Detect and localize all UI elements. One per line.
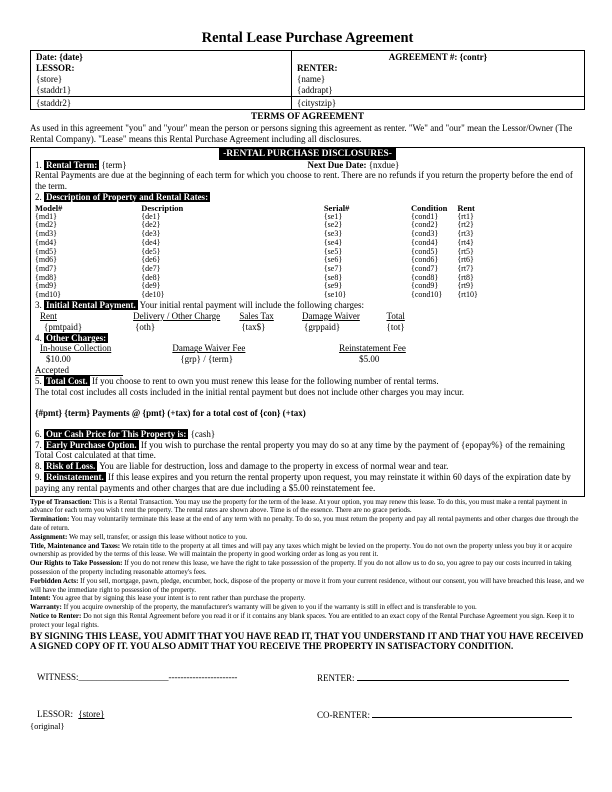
rental-term-line — [35, 160, 580, 171]
col-condition: Condition — [411, 202, 448, 213]
lessor-address1: {staddr1} — [36, 85, 72, 95]
cash-price-value: {cash} — [190, 428, 216, 439]
damage-waiver-value: {grppaid} — [304, 321, 341, 332]
table-row: {md7} {de7} {se7} {cond7} {rt7} — [35, 264, 474, 273]
risk-of-loss-body: You are liable for destruction, loss and damage to the property in excess of normal wear and tear. — [99, 461, 449, 472]
fine-print-paragraph: Warranty: If you acquire ownership of the property, the manufacturer's warranty will be given to you if the warranty is still in effect and is transferable to you. — [30, 603, 477, 612]
cash-price-label: Our Cash Price for This Property is: — [46, 428, 187, 439]
lessor-store: {store} — [36, 74, 63, 84]
agreement-label: AGREEMENT #: — [388, 52, 458, 62]
col-total: Total — [386, 310, 405, 321]
early-purchase-line — [35, 440, 580, 462]
damage-waiver-fee-value: {grp} / {term} — [180, 354, 234, 365]
col-delivery: Delivery / Other Charge — [133, 310, 221, 321]
fine-print-paragraph: Termination: You may voluntarily terminate this lease at the end of any term with no penalty. To do so, you must return the property and pay all rental payments and other charges due through the date of return. — [30, 515, 579, 532]
inhouse-collection-value: $10.00 — [46, 354, 71, 365]
renter-signature-line[interactable] — [357, 672, 569, 681]
fine-print-paragraph: Notice to Renter: Do not sign this Rental Agreement before you read it or if it contains any blank spaces. You are entitled to an exact copy of the Rental Purchase Agreement you sign. Keep it to protect your legal rights. — [30, 611, 575, 629]
charges-header-row — [35, 311, 580, 322]
reinstatement-line — [35, 472, 580, 494]
disclosures-banner: -RENTAL PURCHASE DISCLOSURES- — [219, 148, 396, 160]
item2-number: 2. — [35, 191, 42, 202]
item1-number: 1. — [35, 159, 42, 170]
next-due-date-value: {nxdue} — [368, 159, 400, 170]
col-damage-waiver-fee: Damage Waiver Fee — [172, 343, 246, 354]
property-description-label: Description of Property and Rental Rates: — [46, 191, 209, 202]
disclosures-box — [30, 147, 585, 497]
item5-number: 5. — [35, 376, 42, 387]
property-table — [35, 203, 580, 300]
table-row: {md8} {de8} {se8} {cond8} {rt8} — [35, 272, 474, 282]
total-cost-body2: The total cost includes all costs included in the initial rental payment but does not include other charges you may incur. — [35, 387, 464, 398]
table-row: {md2} {de2} {se2} {cond2} {rt2} — [35, 220, 474, 230]
col-reinstatement-fee: Reinstatement Fee — [339, 343, 406, 354]
by-signing-statement: BY SIGNING THIS LEASE, YOU ADMIT THAT YOU HAVE READ IT, THAT YOU UNDERSTAND IT AND THAT YOU HAVE RECEIVED A SIGNED COPY OF IT. YOU ALSO ADMIT THAT YOU RECEIVE THE PROPERTY IN SATISFACTORY CONDITION. — [30, 630, 584, 652]
terms-of-agreement-heading: TERMS OF AGREEMENT — [250, 112, 365, 122]
intro-paragraph: As used in this agreement "you" and "your" mean the person or persons signing this agreement as renter. "We" and "our" mean the Lessor/Owner (The Rental Company). "Lease" means this Rental Purchase Agreement including all disclosures. — [30, 123, 573, 144]
col-rent-charge: Rent — [40, 310, 57, 321]
col-sales-tax: Sales Tax — [239, 310, 274, 321]
rental-term-value: {term} — [101, 159, 127, 170]
col-serial: Serial# — [323, 202, 350, 213]
agreement-number-line — [297, 52, 579, 63]
total-cost-label: Total Cost. — [46, 376, 88, 387]
col-inhouse-collection: In-house Collection — [40, 343, 112, 354]
lessor-cell — [31, 51, 292, 96]
page-title: Rental Lease Purchase Agreement — [201, 30, 414, 46]
renter-label: RENTER: — [297, 63, 338, 73]
payments-summary-line: {#pmt} {term} Payments @ {pmt} (+tax) for a total cost of {con} (+tax) — [35, 408, 306, 418]
rent-value: {pmtpaid} — [44, 321, 83, 332]
other-charges-values-row — [35, 354, 580, 365]
renter-address: {addrapt} — [297, 85, 333, 95]
other-charges-heading — [35, 333, 580, 344]
corenter-signature-line[interactable] — [372, 709, 572, 718]
item4-number: 4. — [35, 332, 42, 343]
renter-name: {name} — [297, 74, 326, 84]
initial-payment-label: Initial Rental Payment. — [46, 299, 136, 310]
signature-section — [30, 672, 585, 731]
sales-tax-value: {tax$} — [241, 321, 266, 332]
table-row: {md10} {de10} {se10} {cond10} {rt10} — [35, 290, 478, 300]
total-cost-body: If you choose to rent to own you must renew this lease for the following number of rental terms. — [91, 376, 439, 387]
date-line — [36, 52, 286, 63]
rental-term-body: Rental Payments are due at the beginning of each term for which you choose to rent. There are no refunds if you return the property before the end of the term. — [35, 170, 573, 192]
table-row: {md6} {de6} {se6} {cond6} {rt6} — [35, 255, 474, 265]
table-row: {md9} {de9} {se9} {cond9} {rt9} — [35, 281, 474, 291]
property-table-header — [35, 203, 580, 213]
reinstatement-fee-value: $5.00 — [359, 354, 380, 365]
next-due-date — [308, 160, 400, 171]
fine-print-paragraph: Assignment: We may sell, transfer, or assign this lease without notice to you. — [30, 532, 248, 541]
initial-payment-heading — [35, 300, 580, 311]
item3-number: 3. — [35, 299, 42, 310]
fine-print-paragraph: Type of Transaction: This is a Rental Transaction. You may use the property for the term of the lease. At your option, you may renew this lease. To do this, you must make a rental payment in advance for each term you wish t rent the property. The rental rates are shown above. Time is of the essence. There are no grace periods. — [30, 497, 568, 515]
item6-number: 6. — [35, 428, 42, 439]
fine-print-paragraph: Title, Maintenance and Taxes: We retain title to the property at all times and will pay any taxes which might be levied on the property. You do not own the property unless you buy it or acquire ownership as provided by the terms of this lease. We will maintain the property in good working order as long as you rent it. — [30, 541, 573, 559]
corenter-signature-label: CO-RENTER: — [317, 709, 370, 720]
delivery-value: {oth} — [135, 321, 156, 332]
agreement-value: {contr} — [459, 52, 488, 62]
item7-number: 7. — [35, 439, 42, 450]
risk-of-loss-line — [35, 461, 580, 472]
total-value: {tot} — [386, 321, 405, 332]
signature-row-1 — [30, 672, 585, 683]
fine-print-paragraph: Intent: You agree that by signing this lease your intent is to rent rather than purchase the property. — [30, 594, 306, 603]
item9-number: 9. — [35, 471, 42, 482]
col-model: Model# — [35, 202, 63, 213]
next-due-date-label: Next Due Date: — [307, 159, 367, 170]
lessor-signature-value: {store} — [78, 708, 105, 719]
witness-label: WITNESS: — [37, 671, 79, 682]
col-description: Description — [141, 202, 184, 213]
table-row: {md5} {de5} {se5} {cond5} {rt5} — [35, 246, 474, 256]
accepted-line — [35, 365, 580, 376]
table-row: {md3} {de3} {se3} {cond3} {rt3} — [35, 229, 474, 239]
other-charges-header-row — [35, 343, 580, 354]
table-row: {md4} {de4} {se4} {cond4} {rt4} — [35, 237, 474, 247]
item8-number: 8. — [35, 461, 42, 472]
cash-price-line — [35, 429, 580, 440]
risk-of-loss-label: Risk of Loss. — [46, 461, 96, 472]
fine-print-section — [30, 498, 585, 630]
reinstatement-label: Reinstatement. — [46, 471, 104, 482]
parties-table — [30, 50, 585, 110]
accepted-blank[interactable]: Accepted — [35, 365, 123, 376]
date-label: Date: — [36, 52, 57, 62]
initial-payment-body: Your initial rental payment will include the following charges: — [139, 299, 365, 310]
early-purchase-body: If you wish to purchase the rental property you may do so at any time by the payment of {epopay%} of the remaining Total Cost calculated at that time. — [35, 439, 565, 461]
charges-values-row — [35, 322, 580, 333]
witness-signature-line[interactable]: ____________________----------------------- — [78, 671, 238, 682]
renter-citystzip: {citystzip} — [292, 96, 584, 109]
col-damage-waiver: Damage Waiver — [302, 310, 360, 321]
total-cost-heading — [35, 376, 580, 387]
table-row: {md1} {de1} {se1} {cond1} {rt1} — [35, 211, 474, 221]
original-note: {original} — [30, 720, 65, 731]
signature-row-2 — [30, 709, 585, 720]
other-charges-label: Other Charges: — [46, 332, 107, 343]
fine-print-paragraph: Our Rights to Take Possession: If you do not renew this lease, we have the right to take possession of the property. If you do not allow us to do so, you agree to pay our costs incurred in taking possession of the property including reasonable attorney's fees. — [30, 559, 572, 576]
lessor-label: LESSOR: — [36, 63, 75, 73]
date-value: {date} — [59, 52, 83, 62]
early-purchase-label: Early Purchase Option. — [46, 439, 137, 450]
lessor-signature-label: LESSOR: — [37, 708, 74, 719]
property-description-heading — [35, 192, 580, 203]
rental-term-label: Rental Term: — [46, 159, 98, 170]
col-rent: Rent — [457, 202, 475, 213]
renter-cell — [292, 51, 584, 96]
reinstatement-body: If this lease expires and you return the rental property upon request, you may reinstate it within 60 days of the expiration date by paying any rental payments and other charges that are due including a $5.00 reinstatement fee. — [35, 471, 571, 493]
fine-print-paragraph: Forbidden Acts: If you sell, mortgage, pawn, pledge, encumber, hock, dispose of the property or move it from your current residence, without our consent, you will have breached this lease, and we will have the immediate right to possession of the property. — [30, 576, 585, 594]
renter-signature-label: RENTER: — [317, 672, 355, 683]
lessor-address2: {staddr2} — [31, 96, 292, 109]
